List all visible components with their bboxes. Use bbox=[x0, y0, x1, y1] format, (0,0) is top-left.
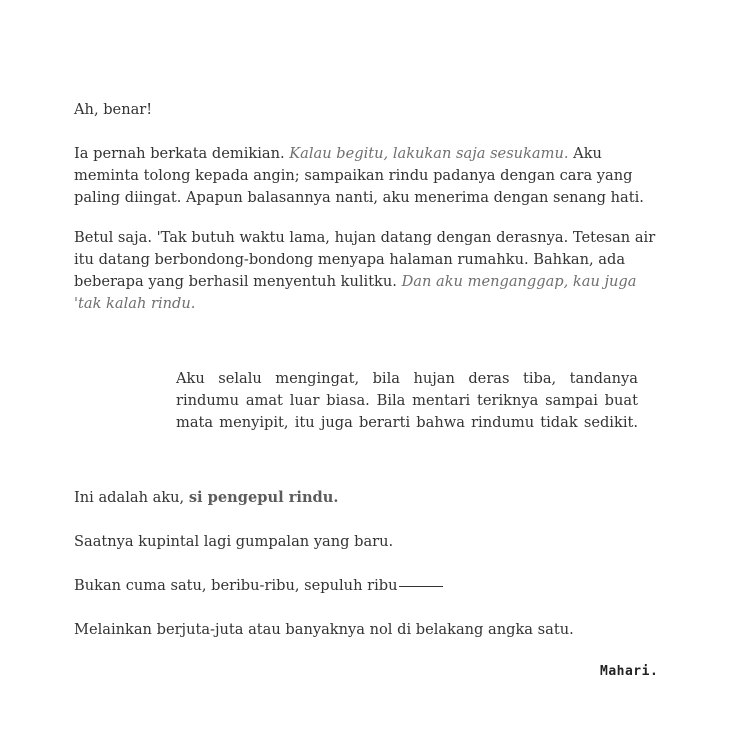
em-dash-rule bbox=[399, 586, 443, 587]
identity-lead: Ini adalah aku, bbox=[74, 489, 185, 506]
block-quote: Aku selalu mengingat, bila hujan deras tiba, tandanya rindumu amat luar biasa. Bila mentari teriknya sampai buat mata menyipit, itu juga berarti bahwa rindumu tidak sedikit. bbox=[176, 370, 638, 431]
paragraph-1-rest: Aku meminta tolong kepada angin; sampaikan rindu padanya dengan cara yang paling diingat. Apapun balasannya nanti, aku menerima dengan senang hati. bbox=[74, 145, 644, 206]
paragraph-1 bbox=[74, 143, 660, 209]
paragraph-1-lead: Ia pernah berkata demikian. bbox=[74, 145, 285, 162]
line-count bbox=[74, 575, 660, 597]
identity-end: . bbox=[333, 489, 339, 506]
identity-name: si pengepul rindu bbox=[188, 489, 334, 506]
paragraph-1-quote: Kalau begitu, lakukan saja sesukamu. bbox=[289, 145, 569, 162]
line-millions: Melainkan berjuta-juta atau banyaknya nol di belakang angka satu. bbox=[74, 621, 574, 638]
paragraph-2 bbox=[74, 227, 660, 315]
paragraph-2-text: Betul saja. 'Tak butuh waktu lama, hujan datang dengan derasnya. Tetesan air itu datang berbondong-bondong menyapa halaman rumahku. Bahkan, ada beberapa yang berhasil menyentuh kulitku. bbox=[74, 229, 656, 290]
line-count-text: Bukan cuma satu, beribu-ribu, sepuluh ribu bbox=[74, 577, 398, 594]
identity-line bbox=[74, 487, 660, 509]
greeting-line: Ah, benar! bbox=[74, 101, 153, 118]
line-spin: Saatnya kupintal lagi gumpalan yang baru. bbox=[74, 533, 394, 550]
signature: Mahari. bbox=[600, 664, 659, 679]
paragraph-2-italic: Dan aku menganggap, kau juga 'tak kalah rindu. bbox=[74, 273, 637, 312]
